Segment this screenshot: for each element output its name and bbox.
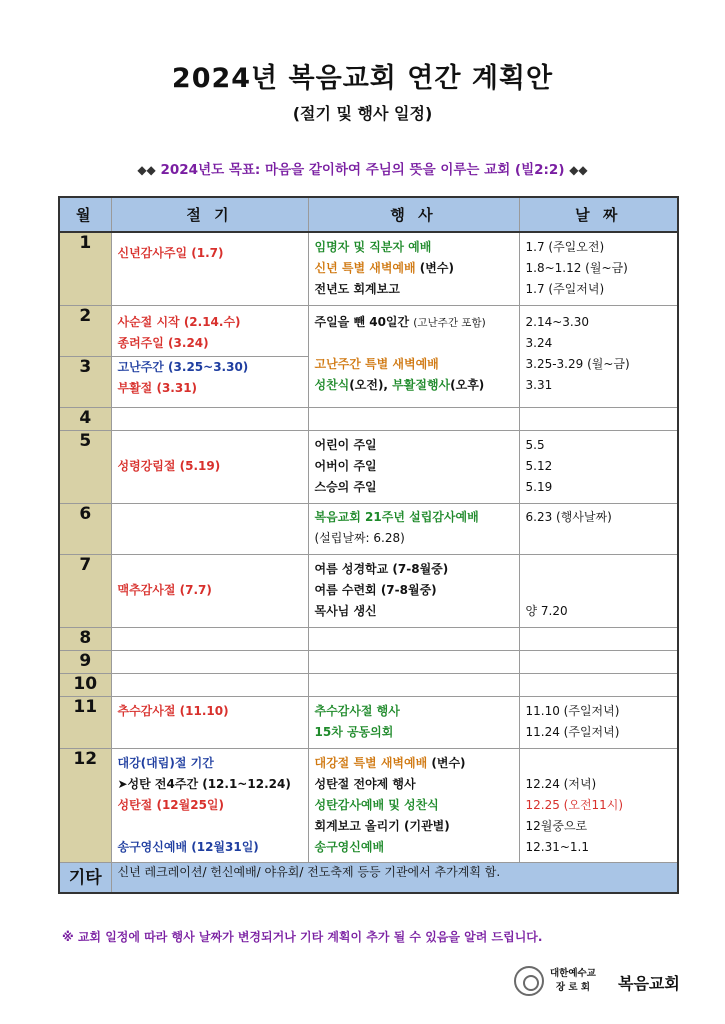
etc-row bbox=[59, 862, 678, 893]
season-cell bbox=[111, 503, 308, 554]
event-item: 여름 수련회 (7-8월중) bbox=[314, 582, 437, 597]
month-cell: 10 bbox=[59, 673, 111, 696]
date-cell bbox=[519, 430, 678, 503]
season-cell bbox=[111, 673, 308, 696]
season-cell bbox=[111, 407, 308, 430]
annual-goal bbox=[0, 158, 725, 178]
month-cell: 3 bbox=[59, 356, 111, 407]
season-item: 성탄절 (12월25일) bbox=[117, 797, 225, 812]
date-cell bbox=[519, 650, 678, 673]
diamond-right-icon: ◆◆ bbox=[569, 163, 588, 177]
event-item: 목사님 생신 bbox=[314, 603, 377, 618]
season-cell bbox=[111, 430, 308, 503]
event-cell bbox=[308, 430, 519, 503]
event-item: 고난주간 특별 새벽예배 bbox=[314, 356, 439, 371]
date-cell bbox=[519, 503, 678, 554]
month-cell: 8 bbox=[59, 627, 111, 650]
header-event: 행 사 bbox=[308, 197, 519, 232]
event-item: 송구영신예배 bbox=[314, 839, 385, 854]
season-item: 사순절 시작 (2.14.수) bbox=[117, 314, 241, 329]
date-cell bbox=[519, 232, 678, 305]
event-item: 성탄감사예배 및 성찬식 bbox=[314, 797, 439, 812]
date-cell bbox=[519, 627, 678, 650]
event-item: 스승의 주일 bbox=[314, 479, 377, 494]
date-item: 11.10 (주일저녁) bbox=[525, 703, 620, 718]
month-cell: 5 bbox=[59, 430, 111, 503]
season-item: 송구영신예배 (12월31일) bbox=[117, 839, 259, 854]
event-item: 대강절 특별 새벽예배 (변수) bbox=[314, 755, 466, 770]
event-item: 전년도 회계보고 bbox=[314, 282, 400, 296]
season-item: 성령강림절 (5.19) bbox=[117, 459, 221, 473]
date-cell bbox=[519, 407, 678, 430]
month-cell: 1 bbox=[59, 232, 111, 305]
event-item: 임명자 및 직분자 예배 bbox=[314, 240, 432, 254]
season-item: 대강(대림)절 기간 bbox=[117, 755, 214, 770]
etc-text: 신년 레크레이션/ 헌신예배/ 야유회/ 전도축제 등등 기관에서 추가계획 함. bbox=[111, 862, 678, 893]
header-date: 날 짜 bbox=[519, 197, 678, 232]
church-name: 복음교회 bbox=[618, 974, 680, 993]
etc-label: 기타 bbox=[59, 862, 111, 893]
footer bbox=[514, 966, 684, 998]
date-item: 1.7 (주일저녁) bbox=[525, 282, 605, 296]
month-cell: 11 bbox=[59, 696, 111, 748]
date-cell bbox=[519, 673, 678, 696]
date-item: 3.25-3.29 (월~금) bbox=[525, 356, 630, 371]
table-row bbox=[59, 232, 678, 305]
denomination: 대한예수교 장 로 회 bbox=[550, 968, 596, 993]
table-row bbox=[59, 305, 678, 356]
notice-text: ※ 교회 일정에 따라 행사 날짜가 변경되거나 기타 계획이 추가 될 수 있음을 알려 드립니다. bbox=[62, 930, 543, 944]
season-item: 신년감사주일 (1.7) bbox=[117, 246, 224, 260]
date-item: 12.25 (오전11시) bbox=[525, 797, 624, 812]
month-cell: 4 bbox=[59, 407, 111, 430]
season-cell bbox=[111, 627, 308, 650]
annual-plan-table bbox=[58, 196, 679, 894]
page-title: 2024년 복음교회 연간 계획안 bbox=[171, 63, 554, 94]
season-item: ➤성탄 전4주간 (12.1~12.24) bbox=[117, 776, 291, 791]
table-row bbox=[59, 503, 678, 554]
date-cell bbox=[519, 554, 678, 627]
date-item: 5.5 bbox=[525, 437, 545, 452]
table-row bbox=[59, 673, 678, 696]
date-item: 양 7.20 bbox=[525, 603, 568, 618]
table-row bbox=[59, 650, 678, 673]
event-item: 15차 공동의회 bbox=[314, 724, 394, 739]
season-cell bbox=[111, 650, 308, 673]
date-item: 12.31~1.1 bbox=[525, 839, 589, 854]
event-cell bbox=[308, 627, 519, 650]
date-item: 6.23 (행사날짜) bbox=[525, 509, 612, 524]
event-cell bbox=[308, 503, 519, 554]
season-cell bbox=[111, 232, 308, 305]
event-item: 주일을 뺀 40일간 (고난주간 포함) bbox=[314, 314, 486, 329]
date-item: 11.24 (주일저녁) bbox=[525, 724, 620, 739]
header-month: 월 bbox=[59, 197, 111, 232]
event-item: 복음교회 21주년 설립감사예배 bbox=[314, 509, 479, 524]
header-row bbox=[59, 197, 678, 232]
date-item: 12월중으로 bbox=[525, 818, 588, 833]
date-item: 1.8~1.12 (월~금) bbox=[525, 261, 628, 275]
church-seal-icon bbox=[514, 966, 544, 996]
event-item: 어린이 주일 bbox=[314, 437, 377, 452]
season-item: 맥추감사절 (7.7) bbox=[117, 583, 212, 597]
date-item: 1.7 (주일오전) bbox=[525, 240, 605, 254]
season-cell bbox=[111, 305, 308, 356]
event-cell bbox=[308, 696, 519, 748]
date-item: 12.24 (저녁) bbox=[525, 776, 597, 791]
season-cell bbox=[111, 554, 308, 627]
event-cell bbox=[308, 554, 519, 627]
table-row bbox=[59, 554, 678, 627]
table-row bbox=[59, 627, 678, 650]
table-row bbox=[59, 430, 678, 503]
season-cell bbox=[111, 696, 308, 748]
event-item: 어버이 주일 bbox=[314, 458, 377, 473]
event-cell bbox=[308, 407, 519, 430]
event-item: 추수감사절 행사 bbox=[314, 703, 400, 718]
event-item: 신년 특별 새벽예배 (변수) bbox=[314, 261, 454, 275]
month-cell: 7 bbox=[59, 554, 111, 627]
month-cell: 12 bbox=[59, 748, 111, 862]
season-cell bbox=[111, 748, 308, 862]
date-cell bbox=[519, 305, 678, 407]
event-item: 여름 성경학교 (7-8월중) bbox=[314, 561, 449, 576]
event-item: 성탄절 전야제 행사 bbox=[314, 776, 416, 791]
date-cell bbox=[519, 748, 678, 862]
table-row bbox=[59, 748, 678, 862]
season-item: 부활절 (3.31) bbox=[117, 380, 198, 395]
goal-text: 2024년도 목표: 마음을 같이하여 주님의 뜻을 이루는 교회 (빌2:2) bbox=[160, 162, 565, 178]
event-cell bbox=[308, 650, 519, 673]
date-item: 5.12 bbox=[525, 458, 553, 473]
season-item: 추수감사절 (11.10) bbox=[117, 703, 229, 718]
event-cell bbox=[308, 748, 519, 862]
season-cell bbox=[111, 356, 308, 407]
event-cell bbox=[308, 305, 519, 407]
month-cell: 2 bbox=[59, 305, 111, 356]
diamond-left-icon: ◆◆ bbox=[137, 163, 156, 177]
season-item: 고난주간 (3.25~3.30) bbox=[117, 359, 249, 374]
table-row bbox=[59, 407, 678, 430]
event-item: (설립날짜: 6.28) bbox=[314, 530, 405, 545]
event-cell bbox=[308, 232, 519, 305]
table-row bbox=[59, 696, 678, 748]
event-item: 회계보고 올리기 (기관별) bbox=[314, 818, 450, 833]
event-item: 성찬식(오전), 부활절행사(오후) bbox=[314, 377, 485, 392]
month-cell: 9 bbox=[59, 650, 111, 673]
page-subtitle: (절기 및 행사 일정) bbox=[292, 104, 433, 123]
event-cell bbox=[308, 673, 519, 696]
date-cell bbox=[519, 696, 678, 748]
date-item: 3.31 bbox=[525, 377, 553, 392]
date-item: 2.14~3.30 bbox=[525, 314, 589, 329]
date-item: 3.24 bbox=[525, 335, 553, 350]
month-cell: 6 bbox=[59, 503, 111, 554]
header-season: 절 기 bbox=[111, 197, 308, 232]
date-item: 5.19 bbox=[525, 479, 553, 494]
season-item: 종려주일 (3.24) bbox=[117, 335, 209, 350]
